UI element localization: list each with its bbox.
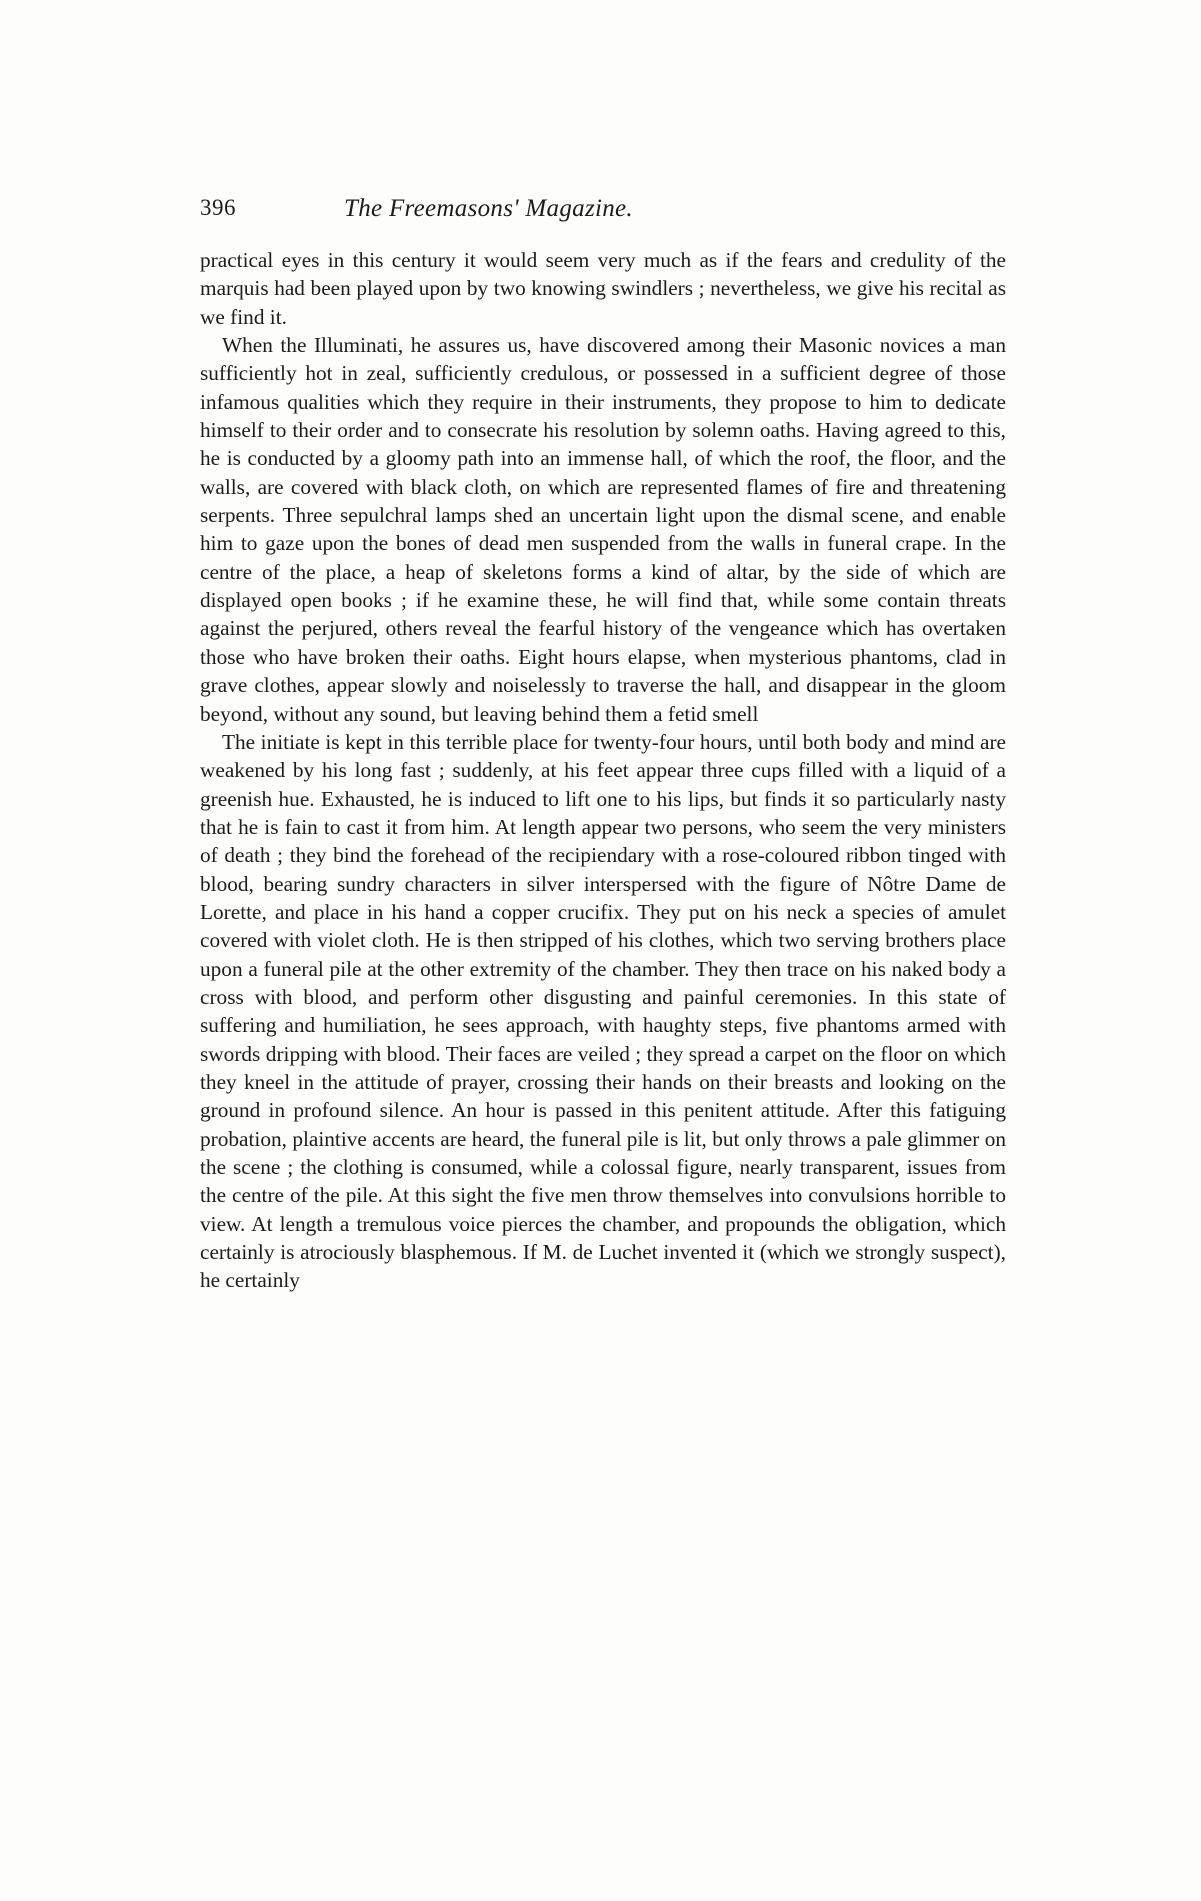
paragraph-illuminati-initiation: When the Illuminati, he assures us, have discovered among their Masonic novices a man sufficiently hot in zeal, sufficiently credulous, or possessed in a sufficient degree of those infamous qualities which they require in their instruments, they propose to him to dedicate himself to their order and to consecrate his resolution by solemn oaths. Having agreed to this, he is conducted by a gloomy path into an immense hall, of which the roof, the floor, and the walls, are covered with black cloth, on which are represented flames of fire and threatening serpents. Three sepulchral lamps shed an uncertain light upon the dismal scene, and enable him to gaze upon the bones of dead men suspended from the walls in funeral crape. In the centre of the place, a heap of skeletons forms a kind of altar, by the side of which are displayed open books ; if he examine these, he will find that, while some contain threats against the perjured, others reveal the fearful history of the vengeance which has overtaken those who have broken their oaths. Eight hours elapse, when mysterious phantoms, clad in grave clothes, appear slowly and noiselessly to traverse the hall, and disappear in the gloom beyond, without any sound, but leaving behind them a fetid smell: [200, 333, 1006, 726]
running-head: [200, 195, 1006, 225]
page-number: 396: [200, 195, 236, 220]
paragraph-continued: practical eyes in this century it would seem very much as if the fears and credulity of the marquis had been played upon by two knowing swindlers ; nevertheless, we give his recital as we find it.: [200, 248, 1006, 329]
journal-title: The Freemasons' Magazine.: [344, 195, 633, 222]
paragraph-initiate-ordeal: The initiate is kept in this terrible place for twenty-four hours, until both body and mind are weakened by his long fast ; suddenly, at his feet appear three cups filled with a liquid of a greenish hue. Exhausted, he is induced to lift one to his lips, but finds it so particularly nasty that he is fain to cast it from him. At length appear two persons, who seem the very ministers of death ; they bind the forehead of the recipiendary with a rose-coloured ribbon tinged with blood, bearing sundry characters in silver interspersed with the figure of Nôtre Dame de Lorette, and place in his hand a copper crucifix. They put on his neck a species of amulet covered with violet cloth. He is then stripped of his clothes, which two serving brothers place upon a funeral pile at the other extremity of the chamber. They then trace on his naked body a cross with blood, and perform other disgusting and painful ceremonies. In this state of suffering and humiliation, he sees approach, with haughty steps, five phantoms armed with swords dripping with blood. Their faces are veiled ; they spread a carpet on the floor on which they kneel in the attitude of prayer, crossing their hands on their breasts and looking on the ground in profound silence. An hour is passed in this penitent attitude. After this fatiguing probation, plaintive accents are heard, the funeral pile is lit, but only throws a pale glimmer on the scene ; the clothing is consumed, while a colossal figure, nearly transparent, issues from the centre of the pile. At this sight the five men throw themselves into convulsions horrible to view. At length a tremulous voice pierces the chamber, and propounds the obligation, which certainly is atrociously blasphemous. If M. de Luchet invented it (which we strongly suspect), he certainly: [200, 729, 1006, 1293]
article-body: [200, 246, 1006, 1295]
